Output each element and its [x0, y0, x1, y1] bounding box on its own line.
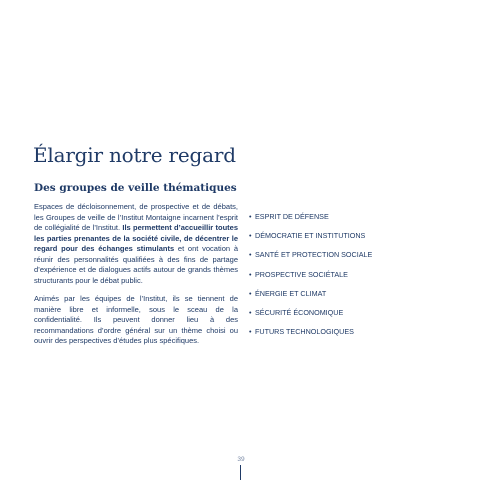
- paragraph-intro-rest: et ont vocation à réunir des personnalités qualifiées à des fins de partage d’expérience et de dialogues actifs autour de grands thèmes structurants pour le débat public.: [34, 244, 239, 285]
- bullet-icon: •: [249, 288, 252, 298]
- theme-label: SANTÉ ET PROTECTION SOCIALE: [255, 250, 373, 260]
- theme-item-esprit-de-defense: [249, 212, 372, 231]
- theme-item-energie-et-climat: [249, 289, 372, 308]
- bullet-icon: •: [249, 269, 252, 279]
- theme-item-sante-et-protection-sociale: [249, 250, 372, 269]
- paragraph-intro-text: Espaces de décloisonnement, de prospective et de débats, les Groupes de veille de l’Institut Montaigne incarnent l’esprit de collégialité de l’Institut.: [34, 202, 238, 232]
- theme-item-democratie-et-institutions: [249, 231, 372, 250]
- bullet-icon: •: [249, 231, 252, 241]
- theme-label: FUTURS TECHNOLOGIQUES: [255, 327, 354, 337]
- page-title: Élargir notre regard: [33, 143, 236, 167]
- theme-item-prospective-societale: [249, 270, 372, 289]
- bullet-icon: •: [249, 327, 252, 337]
- paragraph-animation: Animés par les équipes de l’Institut, ils se tiennent de manière libre et informelle, sous le sceau de la confidentialité. Ils peuvent donner lieu à des recommandations d’ordre général sur un thème choisi ou ouvrir des perspectives d’études plus spécifiques.: [34, 294, 238, 345]
- theme-label: DÉMOCRATIE ET INSTITUTIONS: [255, 231, 366, 241]
- bullet-icon: •: [249, 250, 252, 260]
- paragraph-intro-bold: Ils permettent d’accueillir toutes les parties prenantes de la société civile, de décentrer le regard pour des échanges stimulants: [34, 223, 239, 253]
- page-number: 39: [237, 456, 245, 463]
- theme-label: ESPRIT DE DÉFENSE: [255, 212, 329, 221]
- page-number-rule: [240, 465, 241, 480]
- theme-label: ÉNERGIE ET CLIMAT: [255, 288, 327, 298]
- paragraph-intro: [34, 202, 238, 286]
- theme-list: [249, 212, 372, 346]
- section-heading: Des groupes de veille thématiques: [34, 182, 237, 194]
- bullet-icon: •: [249, 212, 252, 221]
- bullet-icon: •: [249, 307, 252, 317]
- theme-label: SÉCURITÉ ÉCONOMIQUE: [255, 307, 344, 317]
- theme-item-securite-economique: [249, 308, 372, 327]
- body-text-column: [34, 202, 238, 355]
- theme-item-futurs-technologiques: [249, 327, 372, 346]
- theme-label: PROSPECTIVE SOCIÉTALE: [255, 269, 348, 279]
